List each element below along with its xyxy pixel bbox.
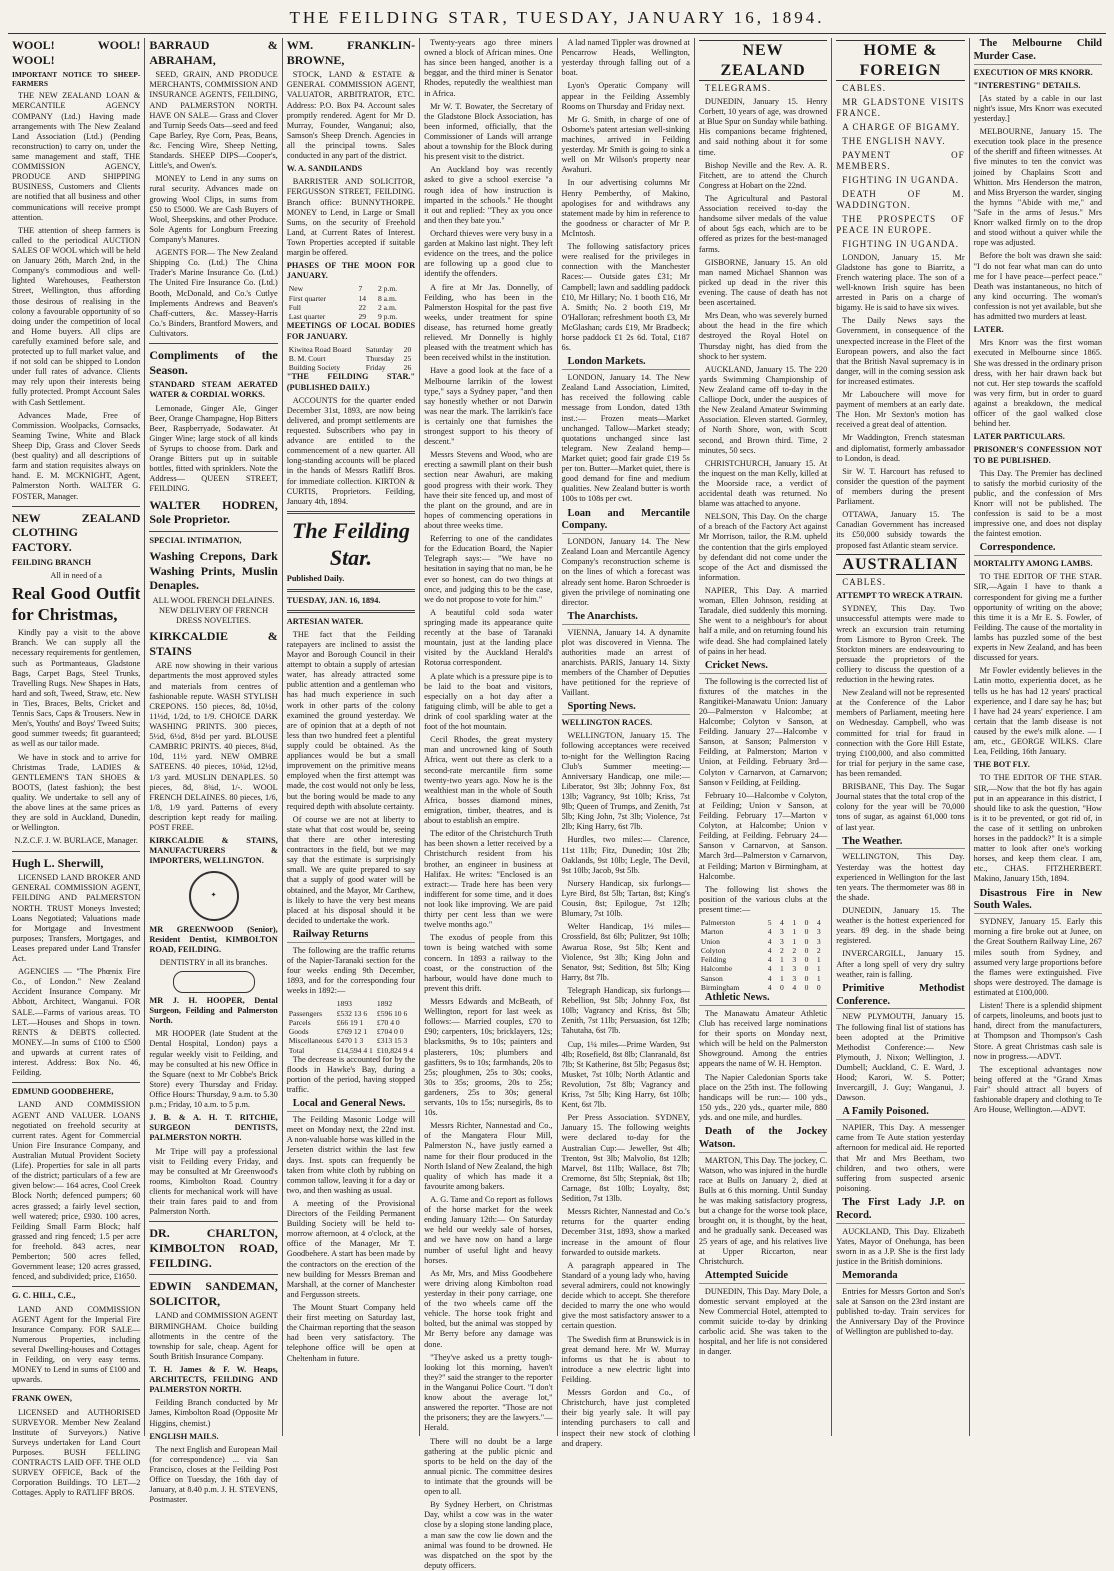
- table-row: Total £14,594 4 1 £10,824 9 4: [288, 1045, 413, 1055]
- races-body-5: Telegraph Handicap, six furlongs—Rebellion, 9st 5lb; Johnny Fox, 8st 10lb; Vagrancy and Kriss, 8st 5lb; Zenith, 7st 11lb; Persuasion, 6st 12lb; Tahutaha, 6st 7lb.: [561, 985, 690, 1036]
- table-row: First quarter 14 8 a.m.: [288, 293, 397, 303]
- australian-heading: AUSTRALIAN: [836, 554, 964, 576]
- hodren-heading: WALTER HODREN, Sole Proprietor.: [149, 497, 278, 527]
- london-markets-heading: London Markets.: [562, 356, 690, 370]
- star-masthead: The Feilding Star.: [291, 517, 410, 570]
- wool-sales-notice: THE attention of sheep farmers is called to the periodical AUCTION SALES OF WOOL which will be held on January 26th, March 2nd, in the Company's commodious and well-lighted Warehouses, Featherston Street, Wellington, thus affording those desirous of realising in the colony a favourable opportunity of so doing under the competition of local and Home buyers. All clips are carefully examined before sale, and protected up to full market value, and if not sold can be shipped to London under full rates of advance. Clients may rely upon their interests being fully protected. Prompt Account Sales with Cash Settlement.: [12, 225, 141, 407]
- memoranda-body: Entries for Messrs Gorton and Son's sale at Sanson on the 23rd instant are published to-day. Train services for the Anniversary Day of the Province of Wellington are published to-day.: [836, 1286, 965, 1337]
- sherwill-agencies: AGENCIES — "The Phœnix Fire Co., of London." New Zealand Accident Insurance Company. Mr Abbott, Architect, Wanganui. FOR SALE.—Farms of various areas. TO LET.—Houses and Shops in town. RENTS & DEBTS collected. MONEY.—In sums of £100 to £500 and upwards at current rates of interest. Address: Box No. 46, Feilding.: [12, 967, 141, 1078]
- news-item: Messrs Richter, Nannestad and Co., of the Mangatera Flour Mill, Palmerston N., have justly earned a name for their flour produced in the North Island of New Zealand, the high quality of which has made it a favourite among bakers.: [424, 1121, 553, 1191]
- ritchie-heading: J. B. & A. H. T. RITCHIE, SURGEON DENTISTS, PALMERSTON NORTH.: [149, 1113, 278, 1143]
- table-row: Birmingham 4 0 4 0 0: [700, 982, 821, 992]
- memoranda-heading: Memoranda: [836, 1270, 964, 1284]
- kirkcaldie-heading: KIRKCALDIE & STAINS: [149, 629, 278, 658]
- advert-item: The exceptional advantages now being offered at the "Grand Xmas Fair" should attract all buyers of fashionable drapery and clothing to Te Aro House, Wellington.—ADVT.: [973, 1064, 1102, 1115]
- meetings-table: [287, 345, 415, 373]
- table-row: New 7 2 p.m.: [288, 284, 398, 294]
- races-body-1: WELLINGTON, January 15. The following acceptances were received to-night for the Wellington Racing Club's Summer meeting:— Anniversary Handicap, one mile:— Liberator, 9st 3lb; Johnny Fox, 8st 13lb; Vagrancy, 9st 10lb; Kriss, 7st 9lb; Queen of Trumps, and Zenith, 7st 5lb; King John, 7st 3lb; Violence, 7st 2lb; King Harry, 6st 7lb.: [561, 731, 690, 832]
- news-item: A fire at Mr Jas. Donnelly, of Feilding, who has been in the Palmerston Hospital for the past five weeks, under treatment for spine disease, has returned home greatly relieved. Mr Donnelly is highly pleased with the treatment which has been received whilst in the institution.: [424, 282, 553, 363]
- cable-item: OTTAWA, January 15. The Canadian Government has increased its £50,000 subsidy towards the proposed fast Atlantic steam service.: [836, 510, 965, 550]
- goodbehere-heading: EDMUND GOODBEHERE,: [12, 1087, 114, 1097]
- masthead: THE FEILDING STAR, TUESDAY, JANUARY 16, 1894.: [8, 6, 1106, 34]
- cable-item: New Zealand will not be represented at the Conference of the Labor members of Parliament, meeting here on Wednesday. Campbell, who was committed for trial for fraud in connection with the Gore Hill Estate, trying £100,000, and also committed for trial for perjury in the same case, has been remanded.: [836, 688, 965, 779]
- architects-body: Feilding Branch conducted by Mr James, Kimbolton Road (Opposite Mr Higgins, chemist.): [149, 1398, 278, 1428]
- telegram-item: NAPIER, This Day. A married woman, Ellen Johnson, residing at Taradale, died suddenly this morning. She went to a neighbour's for about half a mile, and on returning found his wife dead. She had complained lately of pains in her head.: [698, 586, 828, 656]
- bot-fly-heading: THE BOT FLY.: [973, 760, 1030, 770]
- owen-body: LICENSED and AUTHORISED SURVEYOR. Member New Zealand Institute of Surveyors.) Native Surveys undertaken for Land Court Purposes. BUSH FELLING CONTRACTS LAID OFF. THE OLD SURVEY OFFICE, Back of the Corporation Buildings. TO LET—2 Cottages. Apply to RATLIFF BROS.: [12, 1407, 141, 1498]
- moon-phases-heading: PHASES OF THE MOON FOR JANUARY.: [286, 261, 416, 281]
- table-row: Last quarter 29 9 p.m.: [288, 312, 398, 322]
- cricket-intro: The following list shows the position of the various clubs at the present time:—: [698, 884, 828, 914]
- news-item: An Auckland boy was recently asked to give a school exercise "a rough idea of how instruction is imparted in the schools." He thought it out and replied: "They ax you once and then they bate you.": [424, 165, 553, 225]
- weather-item: WELLINGTON, This Day. Yesterday was the hottest day experienced in Wellington for the last ten years. The thermometer was 88 in the shade.: [836, 852, 965, 902]
- issue-date: TUESDAY, JAN. 16, 1894.: [286, 595, 381, 605]
- news-item: Referring to one of the candidates for the Education Board, the Napier Telegraph says:— "We have no hesitation in saying that no man, be he ever so honest, can do two things at once, and judging this to be the case, we do not propose to vote for him.": [424, 534, 553, 604]
- shoes-body: We have in stock and to arrive for Christmas Trade, LADIES & GENTLEMEN'S TAN SHOES & BOOTS, (latest fashion); the best quality. We undertake to sell any of the above lines at the same prices as they are sold in Auckland, Dunedin, or Wellington.: [12, 752, 141, 833]
- news-item: Messrs Gordon and Co., of Christchurch, have just completed their big yearly sale. It will pay intending purchasers to call and inspect their new stock of clothing and drapery.: [561, 1388, 690, 1448]
- aerated-water-body: Lemonade, Ginger Ale, Ginger Beer, Orange Champagne, Hop Bitters Beer, Raspberryade, Sodawater. At Ginger Wine; large stock of all kinds of Syrups to choose from. Dark and Orange Bitters put up in suitable bottles, fitted with sprinklers. Note the Address— QUEEN STREET, FEILDING.: [149, 403, 278, 494]
- table-row: Kiwitea Road Board Saturday 20: [288, 344, 412, 354]
- nz-telegrams-subheading: TELEGRAMS.: [704, 83, 772, 94]
- published-daily: Published Daily.: [286, 574, 345, 584]
- races-body-6: Cup, 1¼ miles—Prime Warden, 9st 4lb; Rosefield, 8st 8lb; Clanranald, 8st 7lb; St Katherine, 8st 5lb; Pegasus 8st; Musket, 7st 10lb; North Atlantic and Revolution, 7st 8lb; Vagrancy and Kriss, 7st 5lb; King Harry, 6st 10lb; Kent, 6st 7lb.: [561, 1039, 690, 1110]
- local-news-heading: Local and General News.: [287, 1098, 415, 1112]
- lambs-heading: MORTALITY AMONG LAMBS.: [973, 559, 1093, 569]
- charlton-heading: DR. CHARLTON, KIMBOLTON ROAD, FEILDING.: [149, 1226, 278, 1270]
- details-heading: "INTERESTING" DETAILS.: [973, 80, 1081, 90]
- local-news-2: A meeting of the Provisional Directors of the Feilding Permanent Building Society will be held to-morrow afternoon, at 4 o'clock, at the office of the Manager, Mr T. Goodbehere. A start has been made by the contractors on the erection of the new building for Messrs Breman and Marshall, at the corner of Manchester and Fergusson streets.: [286, 1198, 416, 1299]
- athletic-body-2: The Napier Caledonian Sports take place on the 25th inst. The following handicaps will be run:— 100 yds., 150 yds., 220 yds., quarter mile, 880 yds. and one mile, and hurdles.: [698, 1072, 828, 1122]
- mails-heading: ENGLISH MAILS.: [149, 1431, 219, 1441]
- loan-agency-notice: THE NEW ZEALAND LOAN & MERCANTILE AGENCY COMPANY (Ltd.) Having made arrangements with The New Zealand Land Association (Ltd.) (Pending reconstruction) to carry on, under the same management and staff, THE COMMISSION AGENCY, PRODUCE AND SHIPPING BUSINESS, Customers and Clients are notified that all business and other communications will receive prompt attention.: [12, 91, 141, 222]
- news-item: "They've asked us a pretty tough-looking lot this morning, haven't they?" said the stranger to the reporter in the Wanganui Police Court. "I don't know about the average lot," answered the reporter. "Those are not the prisoners; they are the lawyers."—Herald.: [424, 1352, 553, 1433]
- methodist-body: NEW PLYMOUTH, January 15. The following final list of stations has been adopted at the Primitive Methodist Conference:— New Plymouth, J. Nixon; Wellington, J. Dumbell; Auckland, C. E. Ward, J. Hood; Karori, W. S. Potter; Invercargill, J. Guy; Wanganui, J. Dawson.: [836, 1012, 965, 1103]
- athletic-body-1: The Manawatu Amateur Athletic Club has received large nominations for their sports on Monday next, which will be held on the Palmerston Showground. Among the entries appears the name of W. H. Hempton.: [698, 1008, 828, 1069]
- table-row: Full 22 2 a.m.: [288, 302, 397, 312]
- london-markets-body: LONDON, January 14. The New Zealand Land Association, Limited, has received the following cable message from London, dated 13th inst.:— Frozen meats—Market unchanged. Tallow—Market steady; quotations unchanged since last telegram. New Zealand hemp—Market quiet; good fair grade £19 5s per ton. Butter—Market quiet, there is good demand for fine and medium qualities. New Zealand butter is worth 100s to 108s per cwt.: [561, 373, 690, 504]
- table-row: Marton 4 3 1 0 3: [700, 927, 821, 937]
- divider: [149, 531, 277, 532]
- home-foreign-heading: HOME & FOREIGN: [836, 40, 964, 81]
- news-item: The editor of the Christchurch Truth has been shown a letter received by a Christchurch resident from his brother, an engineer in business at Halifax. He writes: "Enclosed is an extract:— Trade here has been very indifferent for some time, and it does not look like improving. We are paid thirty per cent less than we were twelve months ago.": [424, 829, 553, 930]
- races-body-3: Nursery Handicap, six furlongs—Lyre Bird, 8st 5lb; Tartan, 8st; King's Cousin, 8st; Epilogue, 7st 12lb; Blumary, 7st 10lb.: [561, 878, 690, 919]
- weather-item: INVERCARGILL, January 15. After a long spell of very dry sultry weather, rain is falling.: [836, 949, 965, 979]
- divider: [149, 343, 277, 344]
- news-item: Messrs Stevens and Wood, who are erecting a sawmill plant on their bush section near Awahuri, are making good progress with their work. They have their site fenced up, and most of the plant on the ground, and are in hopes of commencing operations in about three weeks time.: [424, 450, 553, 531]
- news-item: By Sydney Herbert, on Christmas Day, whilst a cow was in the water close by a sloping stone landing place, a man saw the cow lie down and the animal was found to be drowned. He was dispatched on the spot by the deputy officers.: [424, 1500, 553, 1570]
- goodbehere-body: LAND AND COMMISSION AGENT AND VALUER. LOANS negotiated on freehold security at current rates. Agent for Commercial Union Fire Insurance Company, and Australian Mutual Provident Society (Life). Properties for sale in all parts of the district; particulars of a few are given below:— 164 acres, Cool Creek Block North; defenced pumpers; 60 acres grassed; a fairly level section, well watered; price, £930. 100 acres, Feilding Small Farm Block; half grassed and ring fenced; 1.5 per acre for freehold. 843 acres, near Pemberton; 500 acres felled, Government lease; 120 acres grassed, fenced, and subdivided; price, £1650.: [12, 1100, 141, 1282]
- news-item: As Mr, Mrs, and Miss Goodbehere were driving along Kimbolton road yesterday in their pony carriage, one of the two wheels came off the vehicle. The horse took fright and bolted, but the animal was stopped by Mr Berry before any damage was done.: [424, 1268, 553, 1349]
- telegram-item: NELSON, This Day. On the charge of a breach of the Factory Act against Mr Morrison, tailor, the R.M. upheld the contention that the girls employed by defendant did not come under the scope of the Act and dismissed the information.: [698, 512, 828, 582]
- news-item: Messrs Richter, Nannestad and Co.'s returns for the quarter ending December 31st, 1893, show a marked increase in the amount of flour forwarded to outside markets.: [561, 1207, 690, 1257]
- railway-note: The decrease is accounted for by the floods in Hawke's Bay, during a portion of the period, having stopped traffic.: [286, 1054, 416, 1095]
- train-wreck-heading: ATTEMPT TO WRECK A TRAIN.: [836, 591, 963, 601]
- mails-body: The next English and European Mail (for correspondence) ... via San Francisco, closes at the Feilding Post Office on Tuesday, the 16th day of January, at 8.40 p.m. J. H. STEVENS, Postmaster.: [149, 1444, 278, 1505]
- hooper-body: MR HOOPER (late Student at the Dental Hospital, London) pays a regular weekly visit to Feilding, and may be consulted at his new Office in the Square (next to Mr Cobbe's Brick Store) every Thursday and Friday. Office Hours: Thursday, 9 a.m. to 5.30 p.m.; Friday, 10 a.m. to 5 p.m.: [149, 1029, 278, 1110]
- races-body-2: Hurdles, two miles:— Clarence, 11st 11lb; Fitz, Dunedin; 10st 2lb; Oaklands, 9st 10lb; Legle, The Devil, 9st 10lb; Jacob, 9st 5lb.: [561, 835, 690, 875]
- column-2: [145, 38, 282, 1505]
- murder-body-1: [As stated by a cable in our last night's issue, Mrs Knorr was executed yesterday.]: [973, 93, 1102, 124]
- news-item: The following satisfactory prices were realised for the privileges in connection with the Manchester Races:— Outside gates £31; Mr Campbell; lawn and saddling paddock £10, Mr Hillary; No. 1 booth £16, Mr A. Smith; No. 2 booth £19, Mr O'Halloran; refreshment booth £3, Mr McGlashan; cards £19, Mr Bradbeck; horse paddock £1 2s 6d. Total, £187 6s.: [561, 242, 690, 353]
- column-5: [558, 38, 695, 1448]
- divider: [287, 610, 415, 613]
- divider: [149, 1274, 277, 1275]
- feilding-branch-heading: FEILDING BRANCH: [12, 557, 92, 567]
- cable-summary-item: A CHARGE OF BIGAMY.: [842, 121, 961, 132]
- table-row: Building Society Friday 26: [288, 363, 412, 373]
- column-1: [8, 38, 145, 1498]
- outfit-intro: All in need of a: [50, 570, 102, 580]
- jockey-death-heading: Death of the Jockey Watson.: [699, 1126, 827, 1153]
- races-heading: WELLINGTON RACES.: [561, 718, 653, 728]
- hill-body: LAND AND COMMISSION AGENT Agent for the Imperial Fire Insurance Company. FOR SALE—Numerous Properties, including several Dwelling-houses and Cottages in Feilding, on very easy terms. MONEY to Lend in sums of £100 and upwards.: [12, 1304, 141, 1385]
- railway-table: [287, 999, 415, 1055]
- methodist-heading: Primitive Methodist Conference.: [836, 983, 964, 1010]
- divider: [287, 511, 415, 514]
- races-body-7: Per Press Association. SYDNEY, January 15. The following weights were declared to-day for the Australian Cup:— Jeweller, 9st 4lb; Trenton, 9st 3lb; Malvolio, 8st 12lb; Marvel, 8st 11lb; Wallace, 8st 7lb; Cremorne, 8st 5lb; Stepniak, 8st 1lb; Carnage, 8st 10lb; Loyalty, 8st; Sedition, 7st 13lb.: [561, 1113, 690, 1204]
- news-item: Cecil Rhodes, the great mystery man and uncrowned king of South Africa, went out there as clerk to a second-rate mercantile firm some twenty-two years ago. Now he is the wealthiest man in the whole of South Africa, bosses diamond mines, emigration, timber, theatres, and is about to establish an empire.: [424, 735, 553, 826]
- franklin-browne-heading: WM. FRANKLIN-BROWNE,: [286, 38, 416, 67]
- kirkcaldie-footer: KIRKCALDIE & STAINS, MANUFACTURERS & IMPORTERS, WELLINGTON.: [149, 836, 278, 866]
- dentistry-line: DENTISTRY in all its branches.: [159, 957, 268, 967]
- dental-emblem-icon: ✦: [189, 871, 239, 921]
- moon-phases-table: [287, 284, 415, 321]
- news-item: Mr W. T. Bowater, the Secretary of the Gladstone Block Association, has been informed, officially, that the Commissioner of Lands will arrange about a township for the Block during his present visit to the district.: [424, 101, 553, 162]
- greenwood-heading: MR GREENWOOD (Senior), Resident Dentist, KIMBOLTON ROAD, FEILDING.: [149, 924, 278, 954]
- news-item: The exodus of people from this town is being watched with some concern. In 1893 a railway to the coast, or the construction of the harbour, would have done much to prevent this drift.: [424, 933, 553, 993]
- crepons-heading: Washing Crepons, Dark Washing Prints, Muslin Denaples.: [149, 548, 278, 593]
- kirkcaldie-body: ARE now showing in their various departments the most approved styles and materials from centres of fashionable repute. WASH STYLISH CREPONS. 150 pieces, 8d, 10½d, 11½d, 1/2d, to 1/9. CHOICE DARK WASHING PRINTS. 300 pieces, 5½d, 6½d, 8½d per yard. BLOUSE CAMBRIC PRINTS. 40 pieces, 8¼d, 10d, 11½ yard. NEW OMBRE SATEENS. 40 pieces, 10¼d, 12½d, 1/3 yard. MUSLIN DENAPLES. 50 pieces, 8d, 8¾d, 1/-. WOOL FRENCH DELAINES. 80 pieces, 1/6, 1/8, 1/9 yard. Patterns of every description kept ready for mailing. POST FREE.: [149, 661, 278, 833]
- table-row: Union 4 3 1 0 3: [700, 936, 821, 946]
- news-item: A. G. Tame and Co report as follows of the horse market for the week ending January 12th:— On Saturday we held our weekly sale of horses, and we have now on hand a large number of useful light and heavy horses.: [424, 1195, 553, 1265]
- lambs-letter-2: Mr Fowler evidently believes in the Latin motto, experientia docet, as he tells us he has had 12 years' practical experience, and I dare say he has; but I have had 24 years' experience. I am certain that the lamb disease is not caused by the ewe's milk alone. — I am, etc., GEORGE WILKS. Clare Lea, Feilding, 16th January.: [973, 666, 1102, 757]
- columns: [8, 38, 1106, 1570]
- ritchie-body: Mr Tripe will pay a professional visit to Feilding every Friday, and may be consulted at Mr Greenwood's rooms, Kimbolton Road. Country clients for mechanical work will have their train fares paid to and from Palmerston North.: [149, 1146, 278, 1217]
- barraud-money: MONEY to Lend in any sums on rural security. Advances made on growing Wool Clips, in sums from £50 to £5000. We are Cash Buyers of Wool, Sheepskins, and other Produce. Sole Agents for Longburn Freezing Company's Manures.: [149, 174, 278, 244]
- sherwill-body: LICENSED LAND BROKER AND GENERAL COMMISSION AGENT, FEILDING AND PALMERSTON NORTH. TRUST Moneys Invested; Loans Negotiated; Valuations made for Mortgage and Investment purposes; Transfers, Mortgages, and Leases prepared under Land Transfer Act.: [12, 873, 141, 964]
- meetings-heading: MEETINGS OF LOCAL BODIES FOR JANUARY.: [286, 321, 416, 341]
- news-item: There will no doubt be a large gathering at the public picnic and sports to be held on the day of the annual picnic. The committee desires to intimate that the grounds will be open to all.: [424, 1436, 553, 1497]
- barraud-body: SEED, GRAIN, AND PRODUCE MERCHANTS, COMMISSION AND INSURANCE AGENTS, FEILDING, AND PALMERSTON NORTH. HAVE ON SALE— Grass and Clover and Turnip Seeds Oats—seed and feed Cape Barley, Rye Corn, Peas, Beans, &c. Fencing Wire, Sheep Netting, Standards. SHEEP DIPS—Cooper's, Little's, and Owen's.: [149, 70, 278, 171]
- sherwill-heading: Hugh L. Sherwill,: [12, 855, 104, 870]
- divider: [12, 1082, 140, 1083]
- news-item: A plate which is a pressure pipe is to be laid to the boat and visitors, especially on a hot day after a fatiguing climb, will be able to get a drink of cool sparkling water at the foot of the hot mountain.: [424, 671, 553, 732]
- clothing-factory-heading: NEW ZEALAND CLOTHING FACTORY.: [12, 510, 141, 554]
- divider: [12, 1389, 140, 1390]
- murder-body-2: MELBOURNE, January 15. The execution took place in the presence of the sheriff and fifteen witnesses. At five minutes to ten the convict was joined by Chaplains Scott and Whitton. Mrs Henderson the matron, and Miss Bryerson the warder, singing the hymns "Abide with me," and "Safe in the arms of Jesus." Mrs Knorr walked firmly on to the drop and stood without a quiver while the rope was adjusted.: [973, 127, 1102, 248]
- table-row: Sanson 4 1 3 0 1: [700, 973, 821, 983]
- table-row: 1893 1892: [336, 999, 393, 1009]
- loan-company-body: LONDON, January 14. The New Zealand Loan and Mercantile Agency Company's reconstruction scheme is on the lines of which a forecast was already sent home. Baron Schroeder is given the privilege of nominating one director.: [561, 537, 690, 607]
- news-item: Have a good look at the face of a Melbourne larrikin of the lowest type," says a Sydney paper, "and then say honestly whether or not Darwin was near the mark. The larrikin's face is certainly one that furnishes the strongest support to his theory of descent.": [424, 366, 553, 447]
- franklin-browne-body: STOCK, LAND & ESTATE & GENERAL COMMISSION AGENT, VALUATOR, ARBITRATOR, ETC. Address: P.O. Box P4. Account sales promptly rendered. Agent for Mr D. Murray, Founder, Wanganui; also, Samson's Sheep Drench. Agencies in all the principal towns. Sales conducted in any part of the district.: [286, 70, 416, 161]
- barraud-agents: AGENTS FOR— The New Zealand Shipping Co. (Ltd.) The China Trader's Marine Insurance Co. (Ltd.) The United Fire Insurance Co. (Ltd.) Booth, McDonald, and Co.'s Cutlye Implements Andrews and Beaven's Chaff-cutters, &c. Massey-Harris Co.'s Binders, Brantford Mowers, and Cultivators.: [149, 248, 278, 338]
- owen-heading: FRANK OWEN,: [12, 1394, 72, 1404]
- telegram-item: GISBORNE, January 15. An old man named Michael Shannon was picked up dead in the river this evening. The cause of death has not been ascertained.: [698, 257, 828, 308]
- poisoned-body: NAPIER, This Day. A messenger came from Te Aute station yesterday afternoon for medical aid. He reported that Mr and Mrs Beetham, two children, and two others, were suffering from suspected arsenic poisoning.: [836, 1123, 965, 1193]
- cable-item: LONDON, January 15. Mr Gladstone has gone to Biarritz, a French watering place. The son of a well-known Irish squire has been arrested in Paris on a charge of bigamy. He is said to have six wives.: [836, 252, 965, 313]
- cable-summary-item: MR GLADSTONE VISITS FRANCE.: [836, 97, 965, 118]
- cable-summary-item: FIGHTING IN UGANDA.: [842, 238, 959, 249]
- later-heading: LATER.: [973, 325, 1004, 335]
- cricket-fixtures-2: February 10—Halcombe v Colyton, at Feilding; Union v Sanson, at Feilding. February 17—Marton v Colyton, at Halcombe; Union v Feilding, at Feilding. February 24—Sanson v Carnarvon, at Sanson. March 3rd—Palmerston v Carnarvon, at Feilding; Marton v Birmingham, at Halcombe.: [698, 790, 828, 881]
- cable-item: BRISBANE, This Day. The Sugar Journal states that the total crop of the colony for the year will be 70,000 tons of sugar, as against 61,000 tons of last year.: [836, 782, 965, 832]
- hill-heading: G. C. HILL, C.E.,: [12, 1291, 76, 1301]
- artesian-heading: ARTESIAN WATER.: [286, 616, 364, 626]
- cable-item: Mr Waddington, French statesman and diplomatist, formerly ambassador to London, is dead.: [836, 433, 965, 463]
- anarchists-body: VIENNA, January 14. A dynamite plot was discovered in Vienna. The authorities made an arrest of anarchists. PARIS, January 14. Sixty members of the Chamber of Deputies have petitioned for the reprieve of Vaillant.: [561, 627, 690, 698]
- murder-body-4: Mrs Knorr was the first woman executed in Melbourne since 1865. She was dressed in the ordinary prison dress, with her hair drawn back but not cut. Her step towards the scaffold was very firm, but in order to guard against a breakdown, the medical officer of the gaol walked close behind her.: [973, 338, 1102, 429]
- divider: [12, 1286, 140, 1287]
- australian-subheading: CABLES.: [842, 577, 887, 588]
- intimation-heading: SPECIAL INTIMATION,: [149, 535, 242, 545]
- telegram-item: Mrs Dean, who was severely burned about the head in the fire which destroyed the Royal Hotel on Thursday night, has died from the shock to her system.: [698, 311, 828, 361]
- telegram-item: CHRISTCHURCH, January 15. At the inquest on the man Kelly, killed at the Moorside race, a verdict of accidental death was returned. No blame was attached to anyone.: [698, 458, 828, 509]
- lady-jp-body: AUCKLAND, This Day. Elizabeth Yates, Mayor of Onehunga, has been sworn in as a J.P. She is the first lady justice in the British dominions.: [836, 1226, 965, 1266]
- sandeman-body: LAND and COMMISSION AGENT BIRMINGHAM. Choice building allotments in the centre of the township for sale, cheap. Agent for South British Insurance Company.: [149, 1311, 278, 1361]
- news-item: Orchard thieves were very busy in a garden at Makino last night. They left evidence on the trees, and the police are following up a good clue to identify the offenders.: [424, 228, 553, 279]
- divider: [149, 1221, 277, 1222]
- column-8: [970, 38, 1106, 1436]
- telegram-item: Bishop Neville and the Rev. A. R. Fitchett, are to attend the Church Congress at Hobart on the 22nd.: [698, 160, 828, 190]
- correspondence-heading: Correspondence.: [974, 542, 1102, 556]
- nzcf-signoff: N.Z.C.F. J. W. BURLACE, Manager.: [14, 836, 138, 846]
- suicide-heading: Attempted Suicide: [699, 1270, 827, 1284]
- divider: [287, 589, 415, 592]
- news-item: A beautiful cold soda water springing made its appearance quite recently at the base of Taranaki mountain, just at the landing place visited by the Auckland Herald's Rotorua correspondent.: [424, 607, 553, 668]
- murder-body-5: This Day. The Premier has declined to satisfy the morbid curiosity of the public, and the confession of Mrs Knorr will not be published. The confession is said to be a most impressive one, and does not display the faintest emotion.: [973, 468, 1102, 539]
- sandilands-heading: W. A. SANDILANDS: [286, 164, 363, 174]
- railway-heading: Railway Returns: [287, 929, 415, 943]
- delaines-line: ALL WOOL FRENCH DELAINES. NEW DELIVERY OF FRENCH DRESS NOVELTIES.: [152, 595, 275, 625]
- bot-fly-letter: TO THE EDITOR OF THE STAR. SIR,—Now that the bot fly has again put in an appearance in this district, I should like to ask the question, "How is it to be prevented, or got rid of, in the case of it settling on unbroken horses in the paddock?" It is a simple matter to look after one's working horses, and keep them clear. I am, etc., CHAS. FITZHERBERT. Makino, January 15th, 1894.: [973, 773, 1102, 884]
- cable-summary-item: THE ENGLISH NAVY.: [842, 135, 946, 146]
- outfit-heading: Real Good Outfit for Christmas,: [12, 583, 141, 624]
- telegram-item: AUCKLAND, January 15. The 220 yards Swimming Championship of New Zealand came off to-day in the Calliope Dock, under the auspices of the New Zealand Amateur Swimming Association. Eleven started. Gormley, of North Shore, won, with Scott second, and Brown third. Time, 2 minutes, 50 secs.: [698, 364, 828, 455]
- local-news-1: The Feilding Masonic Lodge will meet on Monday next, the 22nd inst. A non-valuable horse was killed in the Jerseten district within the last few days. Inst. spots can frequently be taken from white cloth by rubbing on common tallow, leaving it for a day or two, and then washing as usual.: [286, 1115, 416, 1195]
- lambs-letter-1: TO THE EDITOR OF THE STAR. SIR,—Again I have to thank a correspondent for giving me a further opportunity of writing on the above; this time it is a Mr E. S. Fowler, of Feilding. The cause of the mortality in lambs has puzzled some of the best experts in New Zealand, and has been discussed for years.: [973, 572, 1102, 663]
- weather-heading: The Weather.: [836, 836, 964, 850]
- table-row: Passengers £532 13 6 £596 10 6: [288, 1008, 408, 1018]
- outfit-body: Kindly pay a visit to the above Branch. We can supply all the necessary requirements for gentlemen, such as Portmanteaus, Gladstone Bags, Carpet Bags, Steel Trunks, Travelling Rugs. New Shapes in Hats, hard and soft, Tweed, Straw, etc. New in Ties, Braces, Belts, Cricket and Tennis Sacs, Caps & Trousers. New in Men's, Youths' and Boys' Tweed Suits; good summer tweeds; fit guaranteed; as well as our tailor made.: [12, 628, 141, 749]
- confession-heading: PRISONER'S CONFESSION NOT TO BE PUBLISHED.: [973, 445, 1102, 465]
- poisoned-heading: A Family Poisoned.: [836, 1106, 964, 1120]
- architects-heading: T. H. James & F. W. Heaps, ARCHITECTS, FEILDING AND PALMERSTON NORTH.: [149, 1364, 278, 1395]
- aerated-water-heading: STANDARD STEAM AERATED WATER & CORDIAL WORKS.: [149, 380, 278, 400]
- barraud-heading: BARRAUD & ABRAHAM,: [149, 38, 278, 67]
- later-particulars-heading: LATER PARTICULARS.: [973, 432, 1065, 442]
- races-body-4: Welter Handicap, 1½ miles—Crossfield, 8st 6lb; Pulitzer, 9st 10lb; Awarua Rose, 9st 5lb; Kent and Violence, 9st 3lb; King John and Senator, 9st; Sedition, 8st 5lb; King Harry, 8st 7lb.: [561, 922, 690, 982]
- cable-summary-item: DEATH OF M. WADDINGTON.: [836, 188, 965, 210]
- table-row: B. M. Court Thursday 25: [288, 353, 412, 363]
- table-row: Goods £769 12 1 £704 0 0: [288, 1027, 404, 1037]
- accounts-notice: ACCOUNTS for the quarter ended December 31st, 1893, are now being delivered, and prompt settlements are requested. Subscribers who pay in advance are entitled to the commencement of a new quarter. All long-standing accounts will be placed in the hands of Messrs Ratliff Bros. for immediate collection. KIRTON & CURTIS, Proprietors. Feilding, January 4th, 1894.: [286, 395, 416, 506]
- news-item: A lad named Tippler was drowned at Pencarrow Heads, Wellington, yesterday through falling out of a boat.: [561, 38, 690, 78]
- local-news-3: The Mount Stuart Company held their first meeting on Saturday last, the Chairman reporting that the season had been very satisfactory. The telephone office will be open at Cheltenham in future.: [286, 1303, 416, 1363]
- cable-item: The Daily News says the Government, in consequence of the unexpected increase in the Fleet of the European powers, and also the fact that the British Naval supremacy is in danger, will in the coming session ask for increased estimates.: [836, 316, 965, 386]
- cable-item: Sir W. T. Harcourt has refused to consider the question of the payment of members during the present Parliament.: [836, 466, 965, 507]
- divider: [12, 851, 140, 852]
- anarchists-heading: The Anarchists.: [562, 611, 690, 625]
- lady-jp-heading: The First Lady J.P. on Record.: [836, 1197, 964, 1224]
- teeth-illustration-icon: [173, 971, 255, 993]
- cable-summary-item: PAYMENT OF MEMBERS.: [836, 149, 965, 171]
- loan-company-heading: Loan and Mercantile Company.: [562, 508, 690, 535]
- railway-intro: The following are the traffic returns of the Napier-Taranaki section for the four weeks ending 9th December, 1893, and for the corresponding four weeks in 1892:—: [286, 945, 416, 996]
- sandeman-heading: EDWIN SANDEMAN, SOLICITOR,: [149, 1279, 278, 1308]
- table-row: Palmerston 5 4 1 0 4: [700, 918, 821, 928]
- news-item: The Swedish firm at Brunswick is in great demand here. Mr W. Murray informs us that he is about to introduce a new electric light into Feilding.: [561, 1334, 690, 1384]
- sandilands-body: BARRISTER AND SOLICITOR, FERGUSSON STREET, FEILDING. Branch office: BUNNYTHORPE. MONEY to Lend, in Large or Small Sums, on the security of Freehold Land, at Current Rates of Interest. Town Properties accepted if suitable margin be offered.: [286, 177, 416, 258]
- table-row: Miscellaneous £470 1 3 £313 15 3: [288, 1036, 408, 1046]
- nsw-fire-heading: Disastrous Fire in New South Wales.: [974, 888, 1102, 915]
- athletic-heading: Athletic News.: [699, 992, 827, 1006]
- table-row: Parcels £66 19 1 £70 4 0: [288, 1017, 400, 1027]
- column-6: [695, 38, 832, 1436]
- nz-telegrams-heading: NEW ZEALAND: [699, 40, 827, 81]
- cricket-fixtures-1: The following is the corrected list of fixtures of the matches in the Rangitikei-Manawatu Union: January 20—Palmerston v Halcombe; at Halcombe; Colyton v Sanson, at Feilding. January 27—Halcombe v Sanson, at Sanson; Palmerston v Feilding, at Palmerston; Marton v Union, at Feilding. February 3rd—Colyton v Carnarvon, at Carnarvon; Sanson v Feilding, at Feilding.: [698, 676, 828, 787]
- cable-summary-item: THE PROSPECTS OF PEACE IN EUROPE.: [836, 213, 965, 235]
- suicide-body: DUNEDIN, This Day. Mary Dole, a domestic servant employed at the New Commercial Hotel, attempted to commit suicide to-day by drinking carbolic acid. She was taken to the hospital, and her life is not considered in danger.: [698, 1286, 828, 1357]
- sporting-heading: Sporting News.: [562, 701, 690, 715]
- cable-summary-item: FIGHTING IN UGANDA.: [842, 174, 959, 185]
- nsw-fire-body: SYDNEY, January 15. Early this morning a fire broke out at Junee, on the Great Southern Railway Line, 267 miles south from Sydney, and assumed very large proportions before the flames were extinguished. Five shops were destroyed. The damage is estimated at £100,000.: [973, 917, 1102, 997]
- advances-notice: Advances Made, Free of Commission. Woolpacks, Cornsacks, Seaming Twine, White and Black Sheep Dip, Grass and Clover Seeds (best quality) and all descriptions of farm and station requisites always on hand. E. M. MCKNIGHT, Agent, Palmerston North. WALTER G. FOSTER, Manager.: [12, 410, 141, 501]
- telegram-item: The Agricultural and Pastoral Association received to-day the handsome silver medals of the value of about 5gs each, which are to be offered as prizes for the best-managed farms.: [698, 193, 828, 254]
- wool-notice-heading: IMPORTANT NOTICE TO SHEEP-FARMERS: [12, 70, 141, 89]
- table-row: Feilding 4 1 3 0 1: [700, 955, 821, 965]
- cricket-heading: Cricket News.: [699, 660, 827, 674]
- cable-item: SYDNEY, This Day. Two unsuccessful attempts were made to wreck an excursion train returning from Lismore to Byron Creek. The Stockton miners are endeavouring to persuade the proprietors of the colliery to discuss the question of a reduction in the hewing rates.: [836, 604, 965, 685]
- murder-case-heading: The Melbourne Child Murder Case.: [974, 38, 1102, 65]
- cable-item: Mr Labouchere will move for payment of members at an early date. The Hon. Mr Sexton's motion has received a great deal of attention.: [836, 390, 965, 430]
- jockey-death-body: MARTON, This Day. The jockey, C. Watson, who was injured in the hurdle race at Bulls on January 2, died at Bulls at 6 this morning. Until Sunday he was making satisfactory progress, but a change for the worse took place, brought on, it is thought, by the heat, and he gradually sank. Deceased was 25 years of age, and his relatives live at Upper Riccarton, near Christchurch.: [698, 1155, 828, 1266]
- hooper-heading: MR J. H. HOOPER, Dental Surgeon, Feilding and Palmerston North.: [149, 995, 278, 1026]
- execution-heading: EXECUTION OF MRS KNORR.: [973, 67, 1093, 77]
- news-item: Messrs Edwards and McBeath, of Wellington, report for last week as follows:— Married couples, £70 to £90; carpenters, 10s; bricklayers, 12s; blacksmiths, 9s to 10s; painters and plasterers, 10s; plumbers and gasfitters, 9s to 10s; farmhands, 20s to 25s; ploughmen, 25s to 30s; cooks, 30s to 35s; grooms, 20s to 25s; gardeners, 25s to 30s; general servants, 10s to 15s; nursegirls, 8s to 10s.: [424, 996, 553, 1118]
- artesian-body-2: Of course we are not at liberty to state what that cost would be, seeing that there are other interesting contractors in the field, but we may say that the estimate is surprisingly small. We are quite prepared to say that a supply of good water will be obtained, and the Mayor, Mr Carthew, is likely to have the very best means placed at his disposal should it be decided to undertake the work.: [286, 814, 416, 925]
- artesian-body-1: THE fact that the Feilding ratepayers are inclined to assist the Mayor and Borough Council in their attempt to obtain a supply of artesian water, has already attracted some public attention and a gentleman who has had much experience in such work in other parts of the colony examined the ground yesterday. We are of opinion that at a depth of not less than two hundred feet a plentiful supply could be obtained. As the appliances would be but a small improvement on the primitive means employed when the first attempt was made, the cost would not only be less, but the boring would be made to any required depth with absolute certainty.: [286, 629, 416, 811]
- column-7: [832, 38, 969, 1436]
- column-3: [283, 38, 420, 1436]
- weather-item: DUNEDIN, January 15. The weather is the hottest experienced for years. 89 deg. in the shade being registered.: [836, 906, 965, 946]
- table-row: Colyton 4 2 2 0 2: [700, 945, 821, 955]
- star-notice-heading: "THE FEILDING STAR." (PUBLISHED DAILY.): [286, 372, 416, 392]
- news-item: In our advertising columns Mr Henry Pemberthy, of Makino, apologises for and withdraws any statement made by him in reference to the goodness or character of Mr P. McIntosh.: [561, 178, 690, 238]
- cricket-table: [699, 918, 827, 992]
- news-item: A paragraph appeared in The Standard of a young lady who, having several admirers, could not knowingly decide which to accept. She therefore decided to marry the one who would give the most satisfactory answer to a certain question.: [561, 1260, 690, 1331]
- news-item: Twenty-years ago three miners owned a block of African mines. One has since been hanged, another is a beggar, and the third miner is Senator Rhodes, reputedly the wealthiest man in Africa.: [424, 38, 553, 98]
- telegram-item: DUNEDIN, January 15. Henry Corbett, 10 years of age, was drowned at Blue Spur on Sunday while bathing. His companions became frightened, and said nothing about it for some time.: [698, 97, 828, 157]
- home-foreign-subheading: CABLES.: [842, 83, 887, 94]
- season-heading: Compliments of the Season.: [149, 348, 278, 377]
- column-4: [420, 38, 557, 1570]
- news-item: Lyon's Operatic Company will appear in the Feilding Assembly Rooms on Thursday and Friday next.: [561, 81, 690, 111]
- divider: [12, 506, 140, 507]
- news-item: Mr G. Smith, in charge of one of Osborne's patent artesian well-sinking machines, arrived in Feilding yesterday. Mr Smith is going to sink a well on Mr Wilson's property near Awahuri.: [561, 114, 690, 175]
- advert-item: Listen! There is a splendid shipment of carpets, linoleums, and boots just to hand, direct from the manufacturers, at Thompson and Thompson's Cash Store. A great Christmas cash sale is now in progress.—ADVT.: [973, 1001, 1102, 1061]
- wool-heading: WOOL! WOOL! WOOL!: [12, 38, 141, 67]
- murder-body-3: Before the bolt was drawn she said: "I do not fear what man can do unto me for I have peace—perfect peace." Death was instantaneous, no hitch of any kind occurring. The woman's confession is not yet available, but she has admitted two murders at least.: [973, 251, 1102, 322]
- table-row: Halcombe 4 1 3 0 1: [700, 964, 821, 974]
